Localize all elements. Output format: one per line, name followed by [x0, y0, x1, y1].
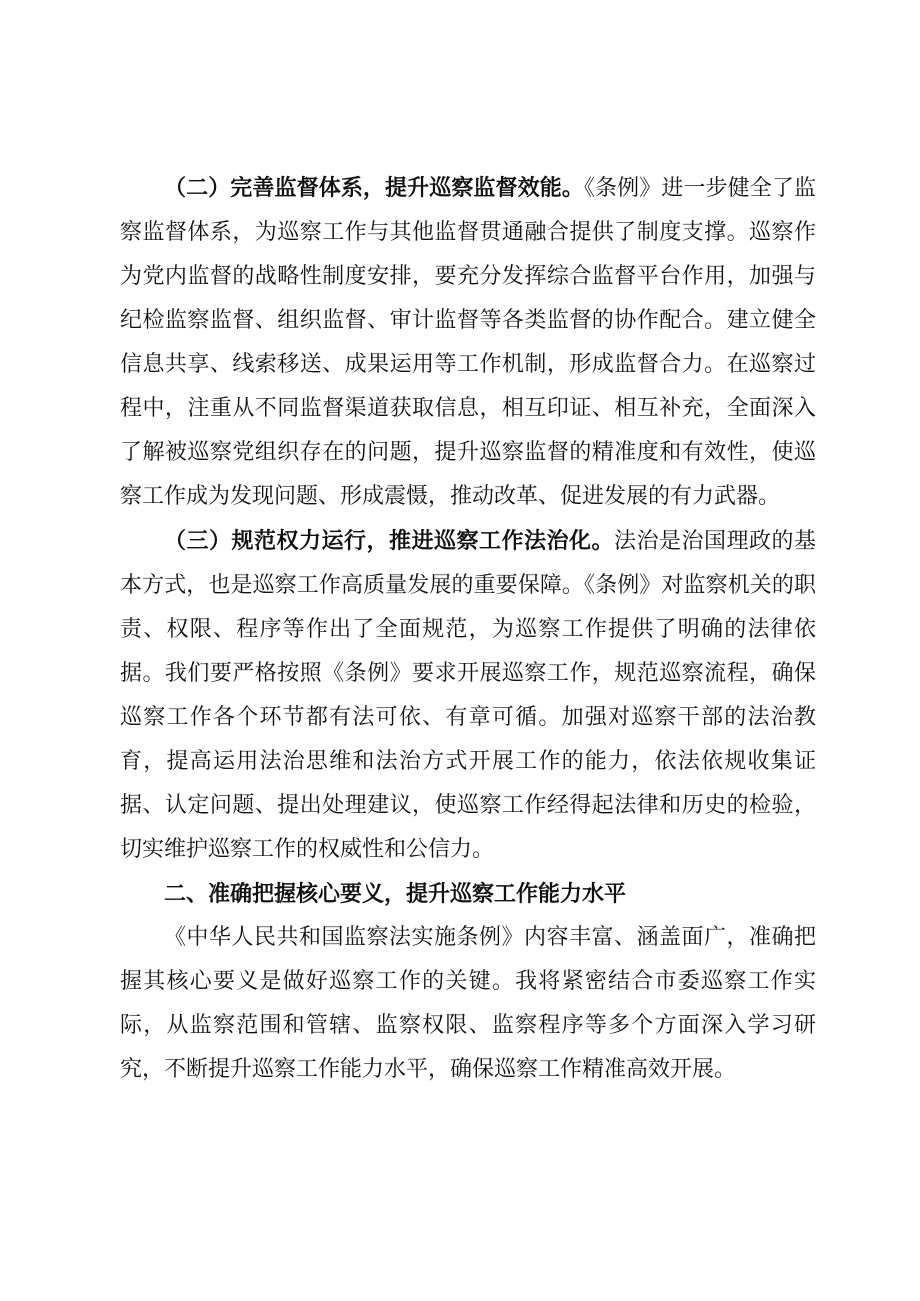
paragraph-lead: （三）规范权力运行，推进巡察工作法治化。 [164, 528, 614, 554]
paragraph-lead: （二）完善监督体系，提升巡察监督效能。 [164, 175, 584, 201]
document-body [120, 166, 816, 1092]
paragraph-closing: 《中华人民共和国监察法实施条例》内容丰富、涵盖面广，准确把握其核心要义是做好巡察工作的关键。我将紧密结合市委巡察工作实际，从监察范围和管辖、监察权限、监察程序等多个方面深入学习研究，不断提升巡察工作能力水平，确保巡察工作精准高效开展。 [120, 925, 816, 1082]
paragraph-supervision-system [120, 166, 816, 519]
paragraph-rule-of-law [120, 519, 816, 872]
section-heading: 二、准确把握核心要义，提升巡察工作能力水平 [164, 881, 627, 907]
paragraph-text: 法治是治国理政的基本方式，也是巡察工作高质量发展的重要保障。《条例》对监察机关的职责、权限、程序等作出了全面规范，为巡察工作提供了明确的法律依据。我们要严格按照《条例》要求开展巡察工作，规范巡察流程，确保巡察工作各个环节都有法可依、有章可循。加强对巡察干部的法治教育，提高运用法治思维和法治方式开展工作的能力，依法依规收集证据、认定问题、提出处理建议，使巡察工作经得起法律和历史的检验，切实维护巡察工作的权威性和公信力。 [120, 529, 816, 862]
paragraph-text: 《条例》进一步健全了监察监督体系，为巡察工作与其他监督贯通融合提供了制度支撑。巡察作为党内监督的战略性制度安排，要充分发挥综合监督平台作用，加强与纪检监察监督、组织监督、审计监督等各类监督的协作配合。建立健全信息共享、线索移送、成果运用等工作机制，形成监督合力。在巡察过程中，注重从不同监督渠道获取信息，相互印证、相互补充，全面深入了解被巡察党组织存在的问题，提升巡察监督的精准度和有效性，使巡察工作成为发现问题、形成震慑，推动改革、促进发展的有力武器。 [120, 176, 816, 509]
